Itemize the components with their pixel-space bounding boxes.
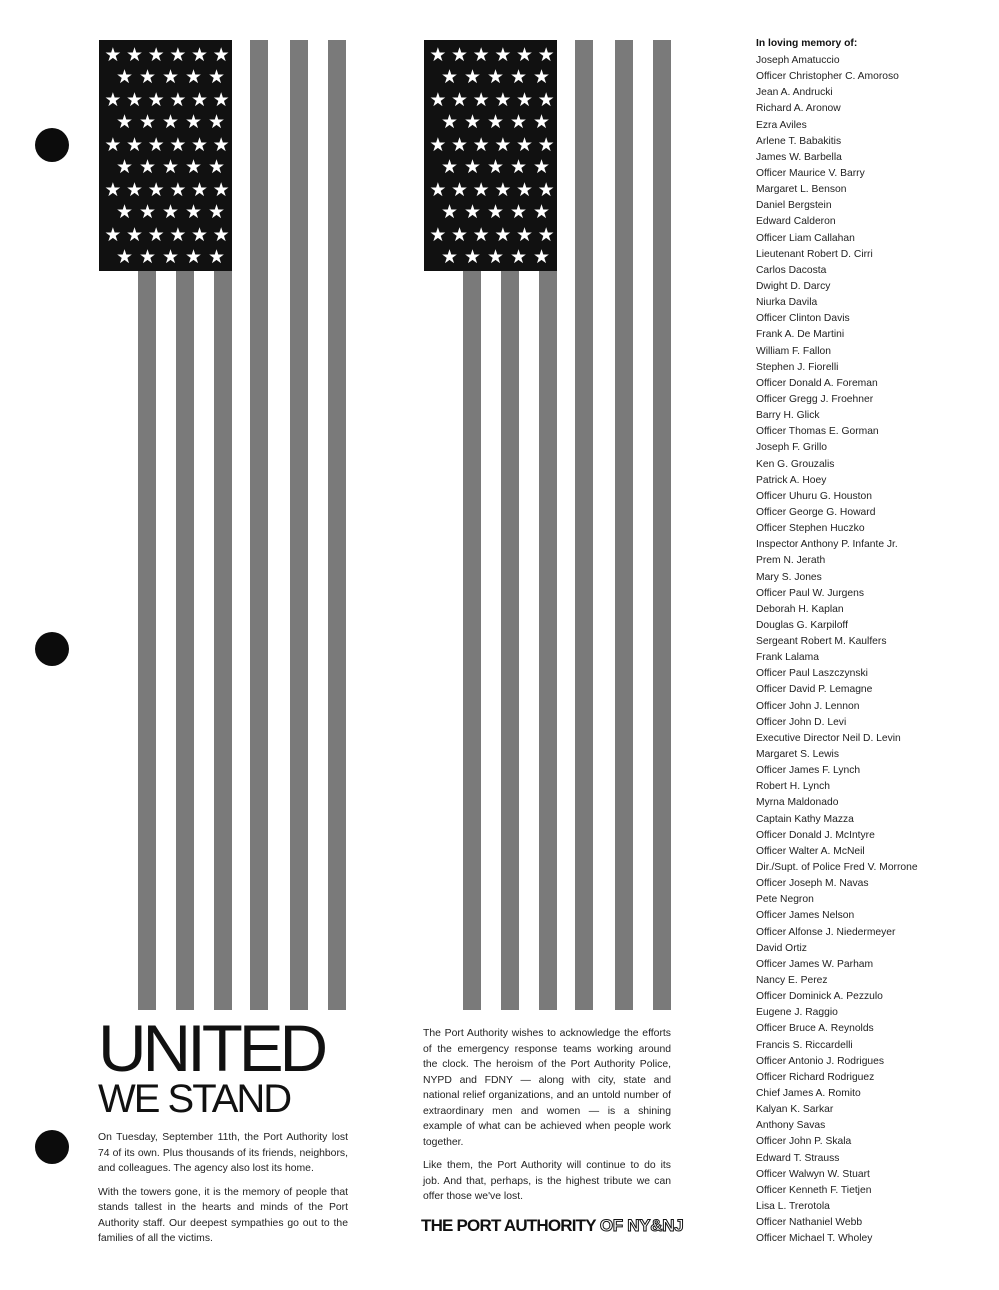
vertical-flag-right (424, 40, 672, 1010)
memorial-name: Officer Thomas E. Gorman (756, 426, 879, 438)
memorial-name: Officer Joseph M. Navas (756, 878, 869, 890)
memorial-name: Officer Clinton Davis (756, 313, 850, 325)
memorial-name: Officer Christopher C. Amoroso (756, 71, 899, 83)
headline-line-1: UNITED (98, 1011, 325, 1085)
star-icon: ★ (494, 178, 512, 201)
star-icon: ★ (161, 111, 180, 134)
star-row (99, 67, 232, 90)
memorial-name: Stephen J. Fiorelli (756, 361, 839, 373)
memorial-name: Officer Antonio J. Rodrigues (756, 1055, 885, 1067)
memorial-name: Nancy E. Perez (756, 975, 828, 987)
star-row (99, 112, 232, 135)
star-icon: ★ (169, 43, 187, 66)
memorial-name: Sergeant Robert M. Kaulfers (756, 636, 887, 648)
star-icon: ★ (463, 111, 482, 134)
star-icon: ★ (463, 201, 482, 224)
star-icon: ★ (184, 111, 203, 134)
star-icon: ★ (429, 88, 447, 111)
memorial-name: Officer James F. Lynch (756, 765, 861, 777)
memorial-name: Officer John D. Levi (756, 716, 847, 728)
star-icon: ★ (147, 43, 165, 66)
star-icon: ★ (532, 156, 551, 179)
star-icon: ★ (472, 88, 490, 111)
memorial-name: Lieutenant Robert D. Cirri (756, 248, 873, 260)
flag-stripe (575, 40, 593, 1010)
memorial-name: Officer James Nelson (756, 910, 855, 922)
star-icon: ★ (184, 66, 203, 89)
star-row (424, 179, 557, 202)
star-icon: ★ (212, 43, 230, 66)
memorial-name: Eugene J. Raggio (756, 1007, 838, 1019)
memorial-name: Edward T. Strauss (756, 1152, 840, 1164)
star-icon: ★ (494, 223, 512, 246)
star-icon: ★ (516, 133, 534, 156)
flag-stripe (290, 40, 308, 1010)
star-icon: ★ (494, 43, 512, 66)
star-icon: ★ (147, 133, 165, 156)
star-row (99, 89, 232, 112)
star-icon: ★ (169, 178, 187, 201)
star-icon: ★ (138, 111, 157, 134)
memorial-name: Officer Gregg J. Froehner (756, 393, 874, 405)
logo-bold-text: THE PORT AUTHORITY (421, 1216, 596, 1235)
star-icon: ★ (486, 111, 505, 134)
star-icon: ★ (161, 66, 180, 89)
star-icon: ★ (440, 156, 459, 179)
star-icon: ★ (450, 133, 469, 156)
star-icon: ★ (509, 156, 528, 179)
star-icon: ★ (115, 66, 134, 89)
star-icon: ★ (429, 223, 447, 246)
star-icon: ★ (115, 156, 134, 179)
middle-paragraph-2: Like them, the Port Authority will continue to do its job. And that, perhaps, is the highest tribute we can offer those we've lost. (423, 1160, 671, 1202)
memorial-name: Francis S. Riccardelli (756, 1039, 853, 1051)
memorial-name: Margaret S. Lewis (756, 749, 839, 761)
star-icon: ★ (532, 246, 551, 269)
star-row (424, 157, 557, 180)
star-icon: ★ (147, 88, 165, 111)
memorial-name: Officer Donald J. McIntyre (756, 829, 875, 841)
star-icon: ★ (537, 178, 555, 201)
memorial-name: David Ortiz (756, 942, 807, 954)
star-icon: ★ (191, 88, 209, 111)
memorial-name: Lisa L. Trerotola (756, 1200, 830, 1212)
flag-stripe (615, 40, 633, 1010)
star-row (424, 134, 557, 157)
star-icon: ★ (450, 178, 469, 201)
memorial-name: Daniel Bergstein (756, 200, 832, 212)
flag-stripe (653, 40, 671, 1010)
star-icon: ★ (463, 66, 482, 89)
memorial-name: Prem N. Jerath (756, 555, 826, 567)
memorial-name: Patrick A. Hoey (756, 474, 827, 486)
star-icon: ★ (537, 88, 555, 111)
star-icon: ★ (494, 88, 512, 111)
star-icon: ★ (516, 88, 534, 111)
binder-hole-top (35, 128, 69, 162)
star-icon: ★ (138, 246, 157, 269)
star-icon: ★ (509, 111, 528, 134)
star-row (424, 67, 557, 90)
star-row (424, 224, 557, 247)
star-icon: ★ (161, 246, 180, 269)
memorial-name: Kalyan K. Sarkar (756, 1104, 834, 1116)
middle-paragraph-1: The Port Authority wishes to acknowledge the efforts of the emergency response teams working around the clock. The heroism of the Port Authority Police, NYPD and FDNY — along with city, state and national relief organizations, and an untold number of extraordinary men and women — is a shining example of what can be achieved when people work together. (423, 1028, 671, 1148)
star-icon: ★ (147, 178, 165, 201)
memorial-name: Jean A. Andrucki (756, 87, 833, 99)
memorial-name: Myrna Maldonado (756, 797, 839, 809)
star-row (424, 247, 557, 270)
star-icon: ★ (509, 246, 528, 269)
star-row (424, 112, 557, 135)
star-icon: ★ (125, 43, 144, 66)
left-paragraph-2: With the towers gone, it is the memory of people that stands tallest in the hearts and minds of the Port Authority staff. Our deepest sympathies go out to the families of all the victims. (98, 1186, 348, 1244)
star-icon: ★ (429, 43, 447, 66)
memorial-name: Officer Uhuru G. Houston (756, 490, 872, 502)
left-paragraph-1: On Tuesday, September 11th, the Port Authority lost 74 of its own. Plus thousands of its friends, neighbors, and colleagues. The agency also lost its home. (98, 1132, 348, 1174)
memorial-name: Joseph F. Grillo (756, 442, 827, 454)
memorial-name: Officer Dominick A. Pezzulo (756, 991, 883, 1003)
binder-hole-middle (35, 632, 69, 666)
memorial-name: Mary S. Jones (756, 571, 822, 583)
memorial-title: In loving memory of: (756, 38, 858, 49)
star-row (99, 134, 232, 157)
star-icon: ★ (532, 111, 551, 134)
star-icon: ★ (212, 88, 230, 111)
star-icon: ★ (104, 178, 122, 201)
memorial-name: Ken G. Grouzalis (756, 458, 835, 470)
star-icon: ★ (147, 223, 165, 246)
star-icon: ★ (472, 178, 490, 201)
star-icon: ★ (115, 111, 134, 134)
star-icon: ★ (161, 201, 180, 224)
star-icon: ★ (516, 223, 534, 246)
flag-stripe (250, 40, 268, 1010)
star-row (99, 179, 232, 202)
star-icon: ★ (516, 43, 534, 66)
memorial-name: Officer John J. Lennon (756, 700, 860, 712)
memorial-name: Deborah H. Kaplan (756, 603, 844, 615)
logo-outline-text: OF NY&NJ (599, 1216, 684, 1235)
star-icon: ★ (440, 111, 459, 134)
star-row (99, 202, 232, 225)
star-icon: ★ (486, 246, 505, 269)
memorial-name: Officer Paul Laszczynski (756, 668, 868, 680)
star-icon: ★ (207, 111, 226, 134)
star-icon: ★ (440, 246, 459, 269)
memorial-name: James W. Barbella (756, 151, 842, 163)
star-icon: ★ (472, 223, 490, 246)
star-icon: ★ (537, 223, 555, 246)
memorial-name: Edward Calderon (756, 216, 836, 228)
memorial-name: Inspector Anthony P. Infante Jr. (756, 539, 898, 551)
star-icon: ★ (532, 66, 551, 89)
memorial-name: Officer Liam Callahan (756, 232, 855, 244)
star-icon: ★ (125, 133, 144, 156)
star-icon: ★ (450, 223, 469, 246)
memorial-name: Pete Negron (756, 894, 814, 906)
memorial-name: Officer Kenneth F. Tietjen (756, 1184, 872, 1196)
memorial-name: Margaret L. Benson (756, 184, 847, 196)
left-body-copy (98, 1130, 348, 1255)
star-icon: ★ (537, 43, 555, 66)
star-icon: ★ (429, 178, 447, 201)
memorial-name: Officer Michael T. Wholey (756, 1233, 873, 1245)
star-icon: ★ (125, 178, 144, 201)
memorial-list (756, 37, 986, 1247)
star-icon: ★ (104, 88, 122, 111)
memorial-name: Joseph Amatuccio (756, 55, 840, 66)
memorial-name: Barry H. Glick (756, 410, 820, 422)
memorial-name: Douglas G. Karpiloff (756, 619, 848, 631)
memorial-name: Officer James W. Parham (756, 958, 874, 970)
star-icon: ★ (104, 43, 122, 66)
memorial-name: Dir./Supt. of Police Fred V. Morrone (756, 862, 918, 874)
memorial-name: Officer Stephen Huczko (756, 523, 865, 535)
star-icon: ★ (450, 43, 469, 66)
star-icon: ★ (115, 201, 134, 224)
star-row (99, 44, 232, 67)
star-icon: ★ (138, 66, 157, 89)
star-icon: ★ (207, 66, 226, 89)
memorial-name: Ezra Aviles (756, 119, 807, 131)
star-icon: ★ (191, 223, 209, 246)
star-icon: ★ (212, 178, 230, 201)
star-icon: ★ (161, 156, 180, 179)
memorial-name: Anthony Savas (756, 1120, 826, 1132)
headline-line-2: WE STAND (98, 1077, 291, 1121)
star-icon: ★ (138, 156, 157, 179)
star-icon: ★ (125, 88, 144, 111)
flag-canton (424, 40, 557, 271)
memorial-name: Dwight D. Darcy (756, 280, 831, 292)
star-icon: ★ (191, 178, 209, 201)
star-icon: ★ (450, 88, 469, 111)
memorial-name: William F. Fallon (756, 345, 831, 357)
memorial-name: Officer Richard Rodriguez (756, 1071, 875, 1083)
memorial-name: Captain Kathy Mazza (756, 813, 854, 825)
star-icon: ★ (509, 66, 528, 89)
star-icon: ★ (463, 246, 482, 269)
star-icon: ★ (212, 133, 230, 156)
flag-stripe (328, 40, 346, 1010)
star-icon: ★ (191, 43, 209, 66)
star-icon: ★ (537, 133, 555, 156)
star-icon: ★ (115, 246, 134, 269)
star-row (424, 44, 557, 67)
headline (98, 1011, 348, 1121)
port-authority-logo (421, 1216, 731, 1240)
star-icon: ★ (169, 223, 187, 246)
memorial-name: Frank Lalama (756, 652, 819, 664)
star-icon: ★ (169, 88, 187, 111)
star-row (424, 202, 557, 225)
memorial-name: Carlos Dacosta (756, 264, 827, 276)
star-icon: ★ (212, 223, 230, 246)
star-row (99, 247, 232, 270)
memorial-name: Frank A. De Martini (756, 329, 845, 341)
star-icon: ★ (104, 223, 122, 246)
middle-body-copy (423, 1026, 671, 1213)
memorial-name: Officer Paul W. Jurgens (756, 587, 864, 599)
star-row (424, 89, 557, 112)
memorial-name: Officer Bruce A. Reynolds (756, 1023, 874, 1035)
star-icon: ★ (138, 201, 157, 224)
star-icon: ★ (486, 156, 505, 179)
star-icon: ★ (532, 201, 551, 224)
memorial-name: Chief James A. Romito (756, 1088, 861, 1099)
star-icon: ★ (440, 66, 459, 89)
star-icon: ★ (207, 246, 226, 269)
memorial-name: Officer Maurice V. Barry (756, 167, 865, 179)
memorial-name: Officer John P. Skala (756, 1136, 852, 1148)
memorial-name: Officer George G. Howard (756, 506, 876, 518)
star-icon: ★ (184, 156, 203, 179)
star-icon: ★ (516, 178, 534, 201)
memorial-name: Officer Alfonse J. Niedermeyer (756, 926, 896, 938)
star-icon: ★ (463, 156, 482, 179)
vertical-flag-left (99, 40, 347, 1010)
memorial-name: Executive Director Neil D. Levin (756, 732, 901, 744)
star-icon: ★ (486, 66, 505, 89)
star-icon: ★ (191, 133, 209, 156)
star-icon: ★ (169, 133, 187, 156)
star-icon: ★ (509, 201, 528, 224)
star-icon: ★ (440, 201, 459, 224)
star-row (99, 157, 232, 180)
memorial-name: Niurka Davila (756, 297, 818, 309)
memorial-name: Arlene T. Babakitis (756, 135, 842, 147)
star-icon: ★ (429, 133, 447, 156)
star-icon: ★ (207, 201, 226, 224)
star-icon: ★ (486, 201, 505, 224)
star-icon: ★ (125, 223, 144, 246)
star-icon: ★ (104, 133, 122, 156)
memorial-name: Officer Walwyn W. Stuart (756, 1168, 870, 1180)
star-icon: ★ (472, 133, 490, 156)
star-icon: ★ (494, 133, 512, 156)
memorial-name: Richard A. Aronow (756, 103, 841, 115)
flag-canton (99, 40, 232, 271)
star-icon: ★ (184, 246, 203, 269)
star-icon: ★ (184, 201, 203, 224)
memorial-name: Officer David P. Lemagne (756, 684, 873, 696)
star-icon: ★ (472, 43, 490, 66)
memorial-name: Officer Walter A. McNeil (756, 845, 865, 857)
memorial-name: Officer Donald A. Foreman (756, 377, 878, 389)
memorial-name: Officer Nathaniel Webb (756, 1217, 863, 1229)
star-icon: ★ (207, 156, 226, 179)
star-row (99, 224, 232, 247)
binder-hole-bottom (35, 1130, 69, 1164)
memorial-name: Robert H. Lynch (756, 781, 831, 793)
memorial-names (756, 53, 986, 1247)
